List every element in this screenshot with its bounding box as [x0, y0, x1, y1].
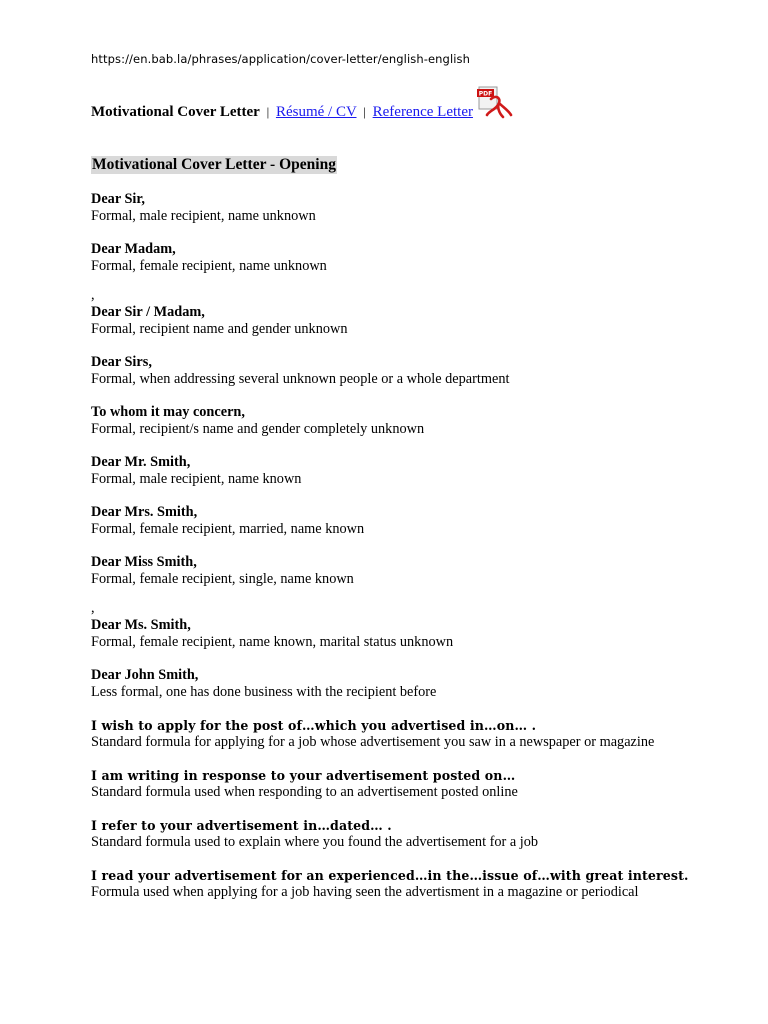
phrase-title: Dear Mrs. Smith, [91, 504, 198, 520]
phrase-description: Formal, female recipient, name known, marital status unknown [91, 634, 454, 650]
phrase-entry [91, 354, 691, 388]
phrase-description: Formal, recipient/s name and gender completely unknown [91, 421, 425, 437]
nav-link-reference-letter[interactable]: Reference Letter [372, 104, 473, 120]
phrase-entry [91, 287, 691, 338]
phrase-description: Formal, when addressing several unknown people or a whole department [91, 371, 510, 387]
phrase-description: Formal, female recipient, married, name known [91, 521, 365, 537]
phrase-entry [91, 667, 691, 701]
phrase-title: I am writing in response to your advertisement posted on… [91, 768, 516, 783]
pdf-icon[interactable] [477, 85, 513, 119]
phrase-description: Less formal, one has done business with the recipient before [91, 684, 437, 700]
phrase-entry [91, 191, 691, 225]
phrase-title: I read your advertisement for an experienced…in the…issue of…with great interest. [91, 868, 689, 883]
phrase-list [91, 191, 691, 917]
phrase-title: Dear Sir / Madam, [91, 304, 205, 320]
phrase-title: Dear Sirs, [91, 354, 152, 370]
phrase-entry [91, 867, 691, 901]
phrase-entry [91, 817, 691, 851]
phrase-description: Standard formula used to explain where you found the advertisement for a job [91, 834, 539, 850]
phrase-nav [91, 104, 473, 121]
phrase-description: Formal, recipient name and gender unknown [91, 321, 348, 337]
phrase-title: Dear Ms. Smith, [91, 617, 191, 633]
pdf-icon-label: PDF [478, 90, 493, 98]
phrase-entry [91, 600, 691, 651]
phrase-title: Dear Miss Smith, [91, 554, 197, 570]
phrase-title: Dear Madam, [91, 241, 176, 257]
nav-link-resume[interactable]: Résumé / CV [275, 104, 357, 120]
nav-separator: | [363, 104, 366, 119]
phrase-description: Formula used when applying for a job having seen the advertisment in a magazine or periodical [91, 884, 639, 900]
phrase-description: Formal, male recipient, name unknown [91, 208, 316, 224]
nav-separator: | [266, 104, 270, 119]
phrase-entry [91, 554, 691, 588]
phrase-entry [91, 404, 691, 438]
phrase-entry [91, 717, 691, 751]
phrase-description: Formal, female recipient, single, name known [91, 571, 354, 587]
phrase-description: Formal, female recipient, name unknown [91, 258, 327, 274]
phrase-entry [91, 454, 691, 488]
phrase-title: I refer to your advertisement in…dated… . [91, 818, 392, 833]
phrase-entry [91, 241, 691, 275]
phrase-entry [91, 504, 691, 538]
phrase-title: To whom it may concern, [91, 404, 245, 420]
source-url[interactable]: https://en.bab.la/phrases/application/cover-letter/english-english [91, 52, 471, 66]
phrase-entry [91, 767, 691, 801]
nav-current: Motivational Cover Letter [91, 104, 260, 120]
phrase-description: Standard formula for applying for a job whose advertisement you saw in a newspaper or magazine [91, 734, 655, 750]
phrase-title: Dear Sir, [91, 191, 146, 207]
phrase-title: Dear John Smith, [91, 667, 199, 683]
stray-comma: , [91, 287, 95, 303]
phrase-description: Standard formula used when responding to an advertisement posted online [91, 784, 518, 800]
phrase-title: Dear Mr. Smith, [91, 454, 191, 470]
section-heading: Motivational Cover Letter - Opening [92, 156, 336, 173]
phrase-description: Formal, male recipient, name known [91, 471, 302, 487]
stray-comma: , [91, 600, 95, 616]
phrase-title: I wish to apply for the post of…which you advertised in…on… . [91, 718, 537, 733]
